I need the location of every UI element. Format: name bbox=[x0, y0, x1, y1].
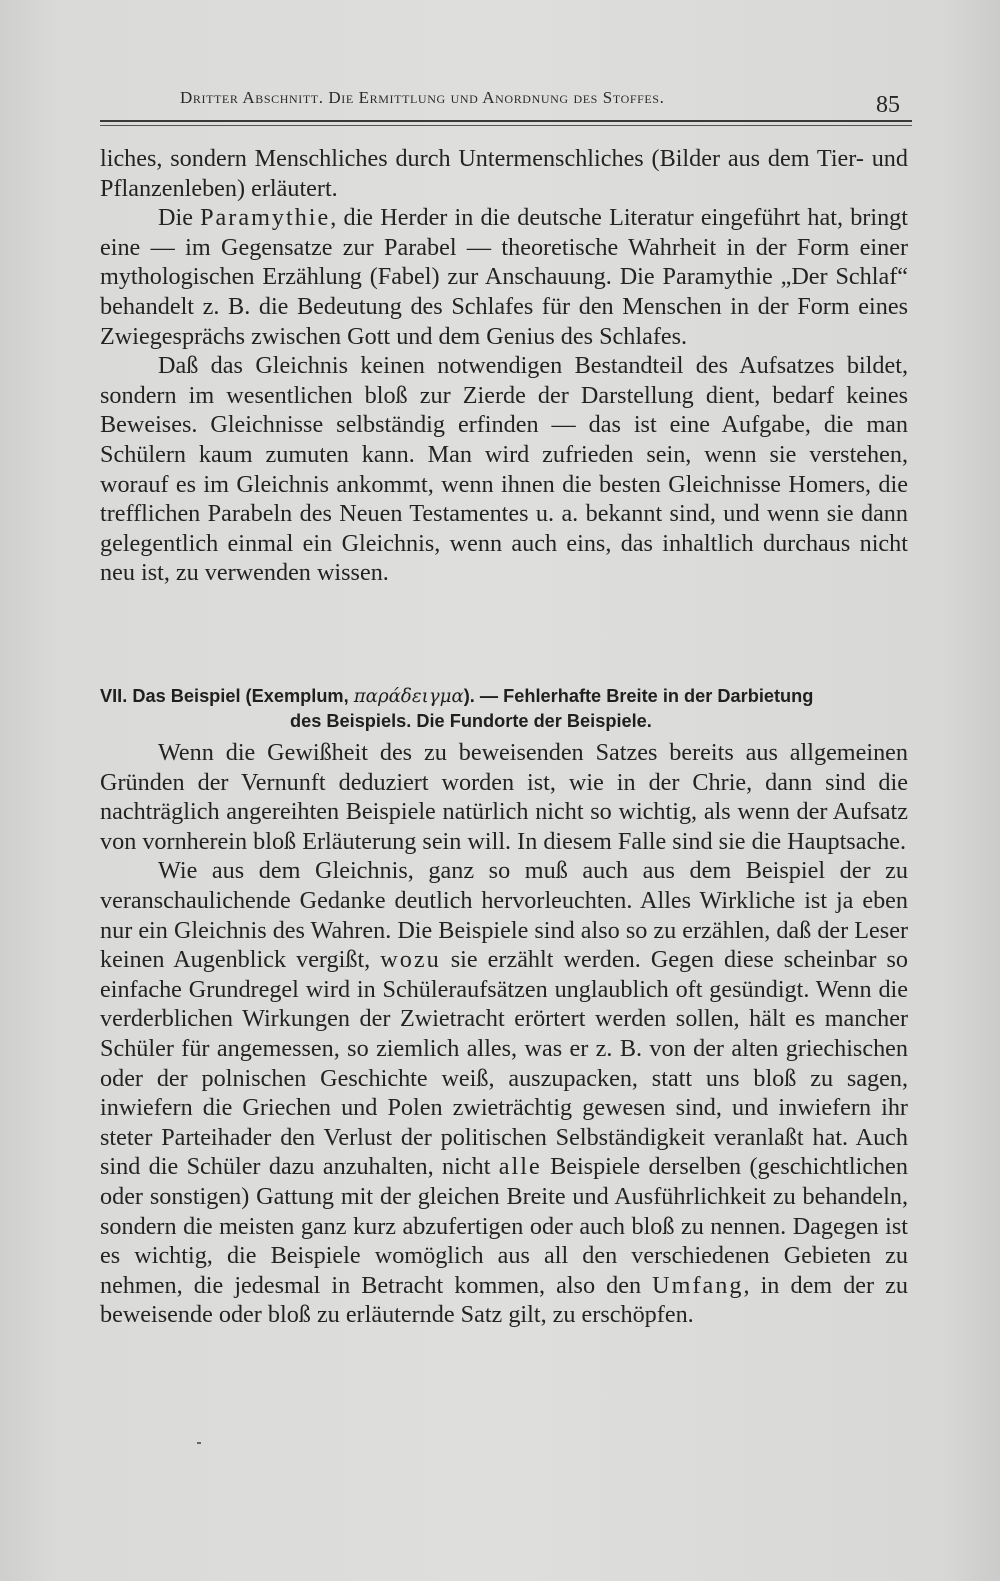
body-text-lower bbox=[100, 738, 908, 1330]
section-heading-greek: παράδειγμα bbox=[353, 686, 464, 707]
beispiel-part1: Wie aus dem Gleichnis, ganz so muß auch aus dem Beispiel der zu veranschaulichende Gedanke deutlich hervorleuchten. Alles Wirkliche ist ja eben nur ein Gleichnis des Wahren. Die Beispiele sind also so zu erzählen, daß der Leser keinen Augenblick vergißt, bbox=[100, 857, 908, 974]
paramythie-lead: Die bbox=[158, 204, 201, 232]
paragraph-beispiel bbox=[100, 856, 908, 1330]
section-heading-line2: des Beispiels. Die Fundorte der Beispiele. bbox=[290, 711, 652, 731]
beispiel-alle: alle bbox=[498, 1153, 542, 1181]
paragraph-continuation: liches, sondern Menschliches durch Untermenschliches (Bilder aus dem Tier- und Pflanzenleben) erläutert. bbox=[100, 145, 908, 202]
header-rule bbox=[100, 120, 912, 122]
paramythie-term: Paramythie bbox=[200, 204, 331, 232]
beispiel-wozu: wozu bbox=[380, 946, 441, 974]
beispiel-part4: , in dem der zu beweisende oder bloß zu erläuternde Satz gilt, zu erschöpfen. bbox=[100, 1271, 909, 1329]
page-number: 85 bbox=[876, 92, 900, 118]
print-speck bbox=[197, 1442, 201, 1444]
section-heading-end: ). — Fehlerhafte Breite in der Darbietung bbox=[463, 686, 814, 706]
beispiel-part2: sie erzählt werden. Gegen diese scheinbar so einfache Grundregel wird in Schüleraufsätzen unglaublich oft gesündigt. Wenn die verderblichen Wirkungen der Zwietracht erörtert werden sollen, hält es mancher Schüler für angemessen, so ziemlich alles, was er z. B. von der alten griechischen oder der polnischen Geschichte weiß, auszupacken, statt uns bloß zu sagen, inwiefern die Griechen und Polen zwieträchtig gewesen sind, und inwiefern ihr steter Parteihader den Verlust der politischen Selbständigkeit veranlaßt hat. Auch sind die Schüler dazu anzuhalten, nicht bbox=[100, 946, 909, 1181]
header-rule-thin bbox=[100, 125, 912, 126]
paragraph-gleichnis: Daß das Gleichnis keinen notwendigen Bestandteil des Aufsatzes bildet, sondern im wesentlichen bloß zur Zierde der Darstellung dient, bedarf keines Beweises. Gleichnisse selbständig erfinden — das ist eine Aufgabe, die man Schülern kaum zumuten kann. Man wird zufrieden sein, wenn sie verstehen, worauf es im Gleichnis ankommt, wenn ihnen die besten Gleichnisse Homers, die trefflichen Parabeln des Neuen Testamentes u. a. bekannt sind, und wenn sie dann gelegentlich einmal ein Gleichnis, wenn auch eins, das inhaltlich durchaus nicht neu ist, zu verwenden wissen. bbox=[100, 352, 908, 587]
paragraph-gewissheit: Wenn die Gewißheit des zu beweisenden Satzes bereits aus allgemeinen Gründen der Vernunft deduziert worden ist, wie in der Chrie, dann sind die nachträglich angereihten Beispiele natürlich nicht so wichtig, als wenn der Aufsatz von vornherein bloß Erläuterung sein will. In diesem Falle sind sie die Hauptsache. bbox=[100, 739, 908, 855]
beispiel-part3: Beispiele derselben (geschichtlichen oder sonstigen) Gattung mit der gleichen Breite und Ausführlichkeit zu behandeln, sondern die meisten ganz kurz abzufertigen oder auch bloß zu nennen. Dagegen ist es wichtig, die Beispiele womöglich aus all den verschiedenen Gebieten zu nehmen, die jedesmal in Betracht kommen, also den bbox=[100, 1153, 908, 1299]
body-text-upper bbox=[100, 144, 908, 588]
paramythie-rest: , die Herder in die deutsche Literatur eingeführt hat, bringt eine — im Gegensatze zur Parabel — theoretische Wahrheit in der Form einer mythologischen Erzählung (Fabel) zur Anschauung. Die Paramythie „Der Schlaf“ behandelt z. B. die Bedeutung des Schlafes für den Menschen in der Form eines Zwiegesprächs zwischen Gott und dem Genius des Schlafes. bbox=[100, 204, 908, 350]
section-heading-start: VII. Das Beispiel (Exemplum, bbox=[100, 686, 354, 706]
running-head: Dritter Abschnitt. Die Ermittlung und Anordnung des Stoffes. bbox=[180, 88, 665, 107]
beispiel-umfang: Umfang bbox=[652, 1271, 744, 1299]
section-heading bbox=[100, 684, 908, 734]
paragraph-paramythie bbox=[100, 203, 908, 351]
